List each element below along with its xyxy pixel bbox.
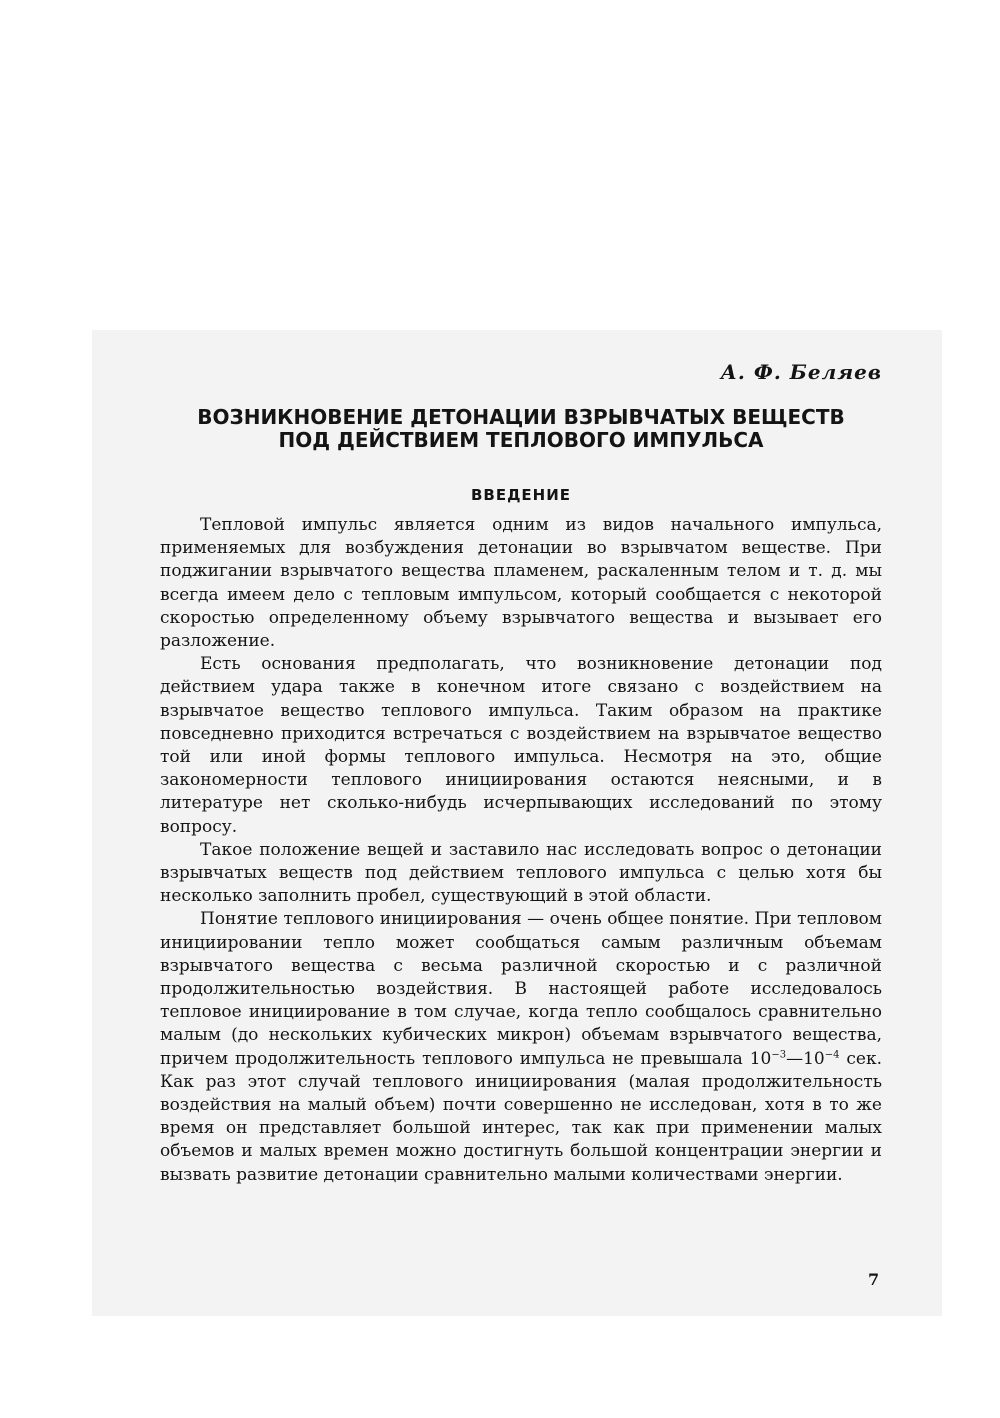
paragraph-4 (160, 908, 882, 1186)
paragraph-4-text-end: сек. Как раз этот случай теплового инициирования (малая продолжительность воздействия на малый объем) почти совершенно не исследован, хотя в то же время он представляет большой интерес, так как при применении малых объемов и малых времен можно достигнуть большой концентрации энергии и вызвать развитие детонации сравнительно малыми количествами энергии. (160, 1048, 883, 1185)
paragraph-2: Есть основания предполагать, что возникновение детонации под действием удара также в конечном итоге связано с воздействием на взрывчатое вещество теплового импульса. Таким образом на практике повседневно приходится встречаться с воздействием на взрывчатое вещество той или иной формы теплового импульса. Несмотря на это, общие закономерности теплового инициирования остаются неясными, и в литературе нет сколько-нибудь исчерпывающих исследований по этому вопросу. (160, 654, 882, 837)
paragraph-4-text-start: Понятие теплового инициирования — очень общее понятие. При тепловом инициировании тепло может сообщаться самым различным объемам взрывчатого вещества с весьма различной скоростью и с различной продолжительностью воздействия. В настоящей работе исследовалось тепловое инициирование в том случае, когда тепло сообщалось сравнительно малым (до нескольких кубических микрон) объемам взрывчатого вещества, причем продолжительность теплового импульса не превышала 10 (160, 909, 882, 1069)
paragraph-3: Такое положение вещей и заставило нас исследовать вопрос о детонации взрывчатых веществ под действием теплового импульса с целью хотя бы несколько заполнить пробел, существующий в этой области. (160, 839, 882, 907)
paragraph-4-text-middle: —10 (786, 1048, 825, 1069)
exponent-2: −4 (824, 1049, 840, 1061)
article-title-line-2: ПОД ДЕЙСТВИЕМ ТЕПЛОВОГО ИМПУЛЬСА (278, 428, 764, 452)
article-title-line-1: ВОЗНИКНОВЕНИЕ ДЕТОНАЦИИ ВЗРЫВЧАТЫХ ВЕЩЕСТВ (197, 405, 845, 429)
section-heading: ВВЕДЕНИЕ (470, 486, 572, 504)
paragraph-1: Тепловой импульс является одним из видов начального импульса, применяемых для возбуждения детонации во взрывчатом веществе. При поджигании взрывчатого вещества пламенем, раскаленным телом и т. д. мы всегда имеем дело с тепловым импульсом, который сообщается с некоторой скоростью определенному объему взрывчатого вещества и вызывает его разложение. (160, 515, 882, 652)
exponent-1: −3 (771, 1049, 787, 1061)
page-number: 7 (868, 1270, 880, 1289)
article-title (160, 406, 882, 452)
author-name: А. Ф. Беляев (720, 360, 882, 384)
document-page (160, 360, 882, 1187)
